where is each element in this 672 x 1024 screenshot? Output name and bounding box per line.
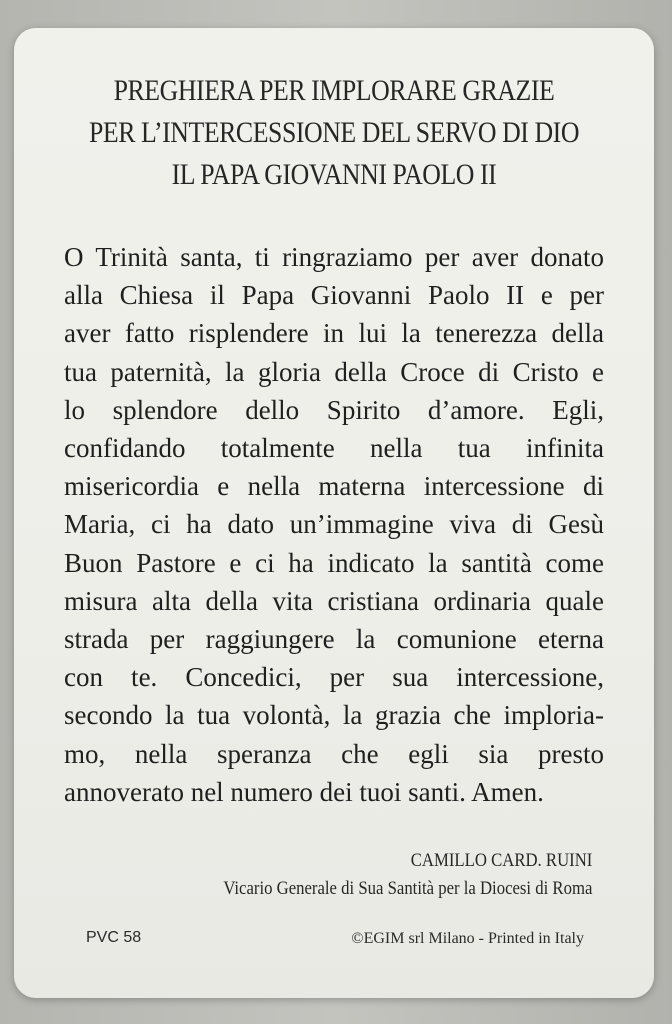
prayer-line-last: annoverato nel numero dei tuoi santi. Amen. [64, 776, 544, 807]
prayer-line: tua paternità, la gloria della Croce di Cristo e [64, 356, 604, 387]
prayer-line: Buon Pastore e ci ha indicato la santità come [64, 547, 604, 578]
title-line-2: PER L’INTERCESSIONE DEL SERVO DI DIO [88, 116, 580, 149]
prayer-line: mo, nella speranza che egli sia presto [64, 738, 604, 769]
title-line-3: IL PAPA GIOVANNI PAOLO II [171, 158, 497, 191]
prayer-line: strada per raggiungere la comunione eterna [64, 624, 604, 655]
prayer-line: misericordia e nella materna intercessione di [64, 471, 604, 502]
prayer-title [14, 70, 654, 196]
signature-role [72, 878, 592, 900]
prayer-line: alla Chiesa il Papa Giovanni Paolo II e per [64, 280, 604, 311]
signature-role-text: Vicario Generale di Sua Santità per la Diocesi di Roma [222, 878, 592, 899]
signature-name-text: CAMILLO CARD. RUINI [410, 850, 592, 871]
prayer-line: aver fatto risplendere in lui la tenerezza della [64, 318, 604, 349]
prayer-line: misura alta della vita cristiana ordinaria quale [64, 585, 604, 616]
signature-name [72, 850, 592, 872]
title-line-1: PREGHIERA PER IMPLORARE GRAZIE [113, 74, 555, 107]
prayer-card [14, 28, 654, 998]
prayer-line: secondo la tua volontà, la grazia che imploria- [64, 700, 604, 731]
copyright-notice: ©EGIM srl Milano - Printed in Italy [351, 930, 584, 947]
prayer-line: lo splendore dello Spirito d’amore. Egli, [64, 394, 604, 425]
prayer-line: con te. Concedici, per sua intercessione, [64, 662, 604, 693]
prayer-line: confidando totalmente nella tua infinita [64, 433, 604, 464]
prayer-text [64, 238, 604, 811]
prayer-line: O Trinità santa, ti ringraziamo per aver donato [64, 242, 604, 272]
prayer-line: Maria, ci ha dato un’immagine viva di Gesù [64, 509, 604, 540]
product-code: PVC 58 [86, 929, 142, 946]
